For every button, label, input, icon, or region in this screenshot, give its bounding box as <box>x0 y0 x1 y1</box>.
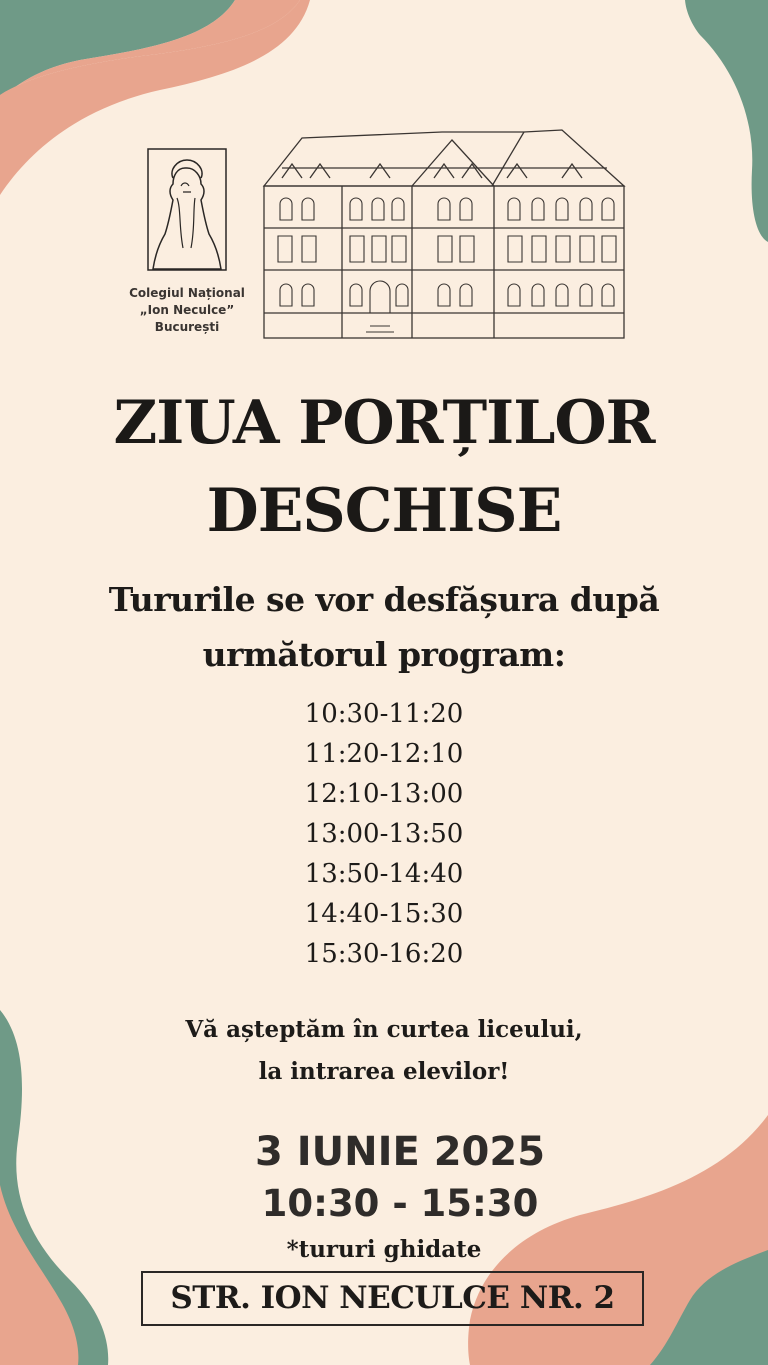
subtitle-line2: următorul program: <box>202 635 566 674</box>
schedule-slot: 11:20-12:10 <box>304 739 464 769</box>
event-hours: 10:30 - 15:30 <box>261 1182 539 1225</box>
guided-tours-note: *tururi ghidate <box>286 1236 482 1263</box>
schedule-slot: 10:30-11:20 <box>304 699 464 729</box>
invitation-line2: la intrarea elevilor! <box>258 1058 510 1085</box>
schedule-slot: 12:10-13:00 <box>304 779 464 809</box>
address-box: STR. ION NECULCE NR. 2 <box>141 1271 644 1326</box>
school-building-illustration <box>262 128 626 340</box>
invitation-line1: Vă așteptăm în curtea liceului, <box>185 1016 583 1043</box>
subtitle-line1: Tururile se vor desfășura după <box>108 580 660 619</box>
logo-line: București <box>154 320 220 334</box>
schedule-slot: 13:50-14:40 <box>304 859 464 889</box>
school-logo-text <box>120 285 254 336</box>
schedule-slot: 13:00-13:50 <box>304 819 464 849</box>
page-title-line2: DESCHISE <box>206 476 562 546</box>
schedule-slot: 15:30-16:20 <box>304 939 464 969</box>
page-title-line1: ZIUA PORȚILOR <box>113 388 655 458</box>
logo-line: Colegiul Național <box>129 286 245 300</box>
schedule-slot: 14:40-15:30 <box>304 899 464 929</box>
schedule-list <box>0 694 768 974</box>
event-date: 3 IUNIE 2025 <box>254 1129 546 1175</box>
portrait-icon <box>147 148 227 271</box>
logo-line: „Ion Neculce” <box>139 303 235 317</box>
